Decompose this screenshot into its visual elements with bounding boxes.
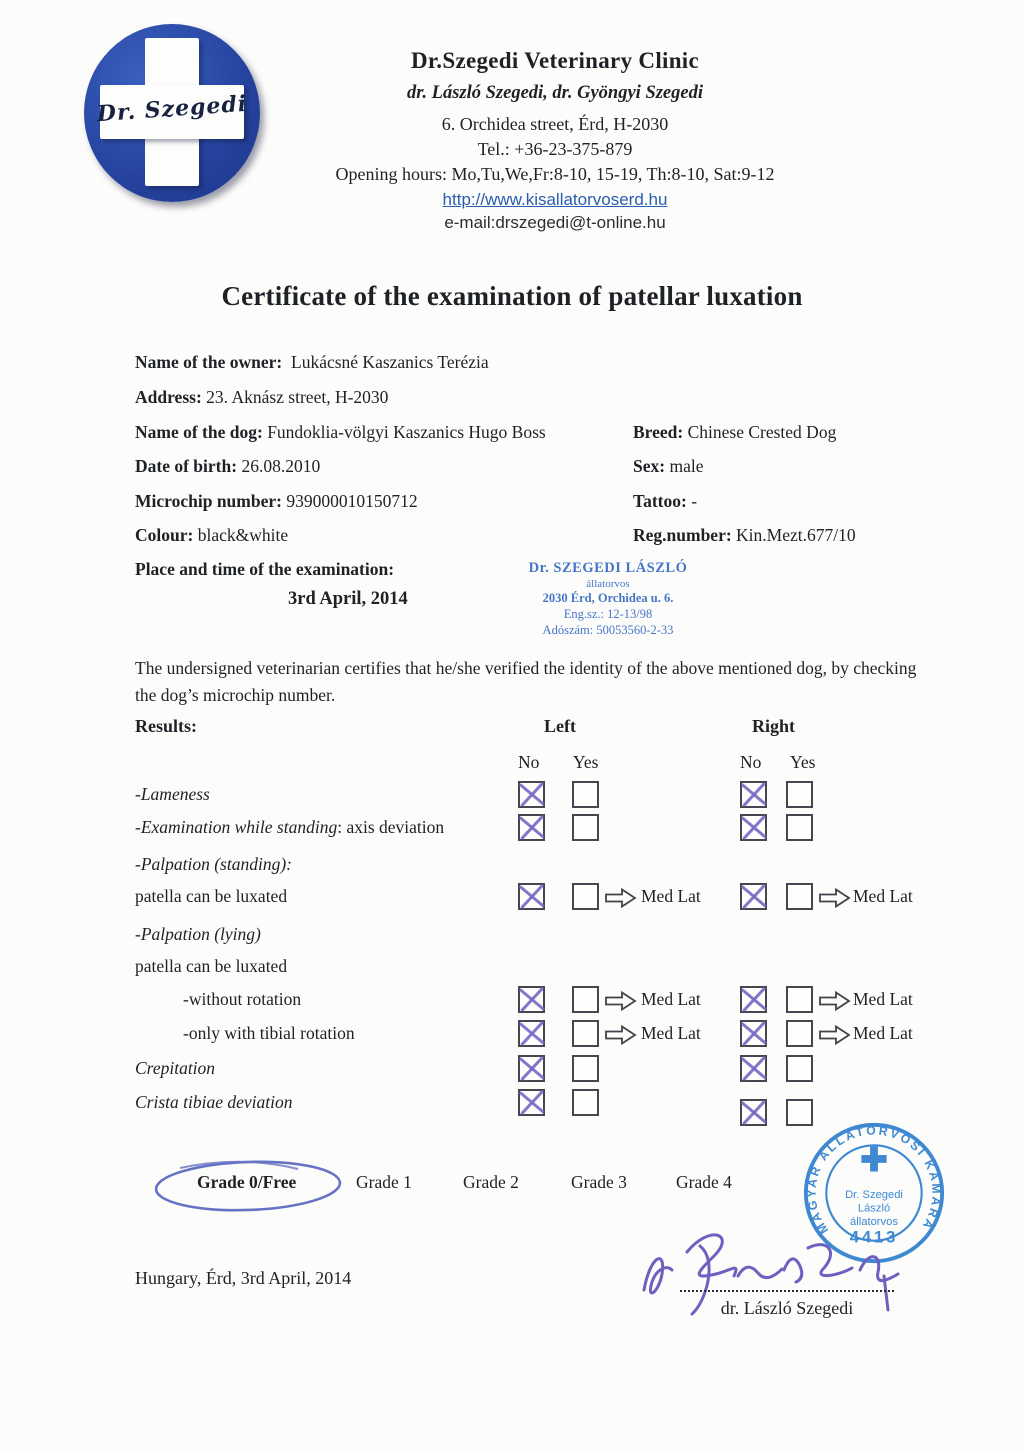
signature-line xyxy=(680,1270,894,1292)
exam-date: 3rd April, 2014 xyxy=(288,589,408,609)
breed-line xyxy=(633,422,836,443)
address-label: Address: xyxy=(135,387,202,407)
owner-value: Lukácsné Kaszanics Terézia xyxy=(291,352,489,372)
breed-value: Chinese Crested Dog xyxy=(687,422,837,442)
clinic-name: Dr.Szegedi Veterinary Clinic xyxy=(411,48,699,73)
dog-name-line xyxy=(135,422,546,443)
stamp-address: 2030 Érd, Orchidea u. 6. xyxy=(542,591,674,605)
stamp-title: állatorvos xyxy=(586,578,630,590)
right-arrow-icon xyxy=(605,888,637,908)
right-arrow-icon xyxy=(819,991,851,1011)
results-heading: Results: xyxy=(135,716,197,736)
tattoo-line xyxy=(633,491,697,512)
row-label-italic: -Examination while standing xyxy=(135,817,338,837)
checkbox-right-no[interactable] xyxy=(740,814,767,841)
opening-hours: Opening hours: Mo,Tu,We,Fr:8-10, 15-19, Th:8-10, Sat:9-12 xyxy=(335,164,775,184)
place-and-date: Hungary, Érd, 3rd April, 2014 xyxy=(135,1268,352,1288)
row-label: -Palpation (lying) xyxy=(135,924,261,944)
website-link[interactable]: http://www.kisallatorvoserd.hu xyxy=(442,190,668,209)
left-column-header: Left xyxy=(544,716,576,736)
reg-number-line xyxy=(633,525,856,546)
tattoo-value: - xyxy=(691,491,698,511)
left-no-header: No xyxy=(518,752,540,772)
checkbox-right-no[interactable] xyxy=(740,883,767,910)
vet-address-stamp xyxy=(508,560,708,638)
checkbox-left-no[interactable] xyxy=(518,781,545,808)
left-yes-header: Yes xyxy=(573,752,599,772)
document-title: Certificate of the examination of patellar luxation xyxy=(221,281,803,311)
row-label: patella can be luxated xyxy=(135,886,288,906)
grade-option-1[interactable]: Grade 1 xyxy=(356,1172,412,1192)
row-label: -Lameness xyxy=(135,784,210,804)
checkbox-left-yes[interactable] xyxy=(572,883,599,910)
row-crepitation xyxy=(135,1055,995,1087)
microchip-line xyxy=(135,491,418,512)
stamp-cross-icon xyxy=(861,1146,886,1171)
email-address: e-mail:drszegedi@t-online.hu xyxy=(444,213,666,232)
medlat-label: Med Lat xyxy=(853,1023,913,1043)
checkbox-right-yes[interactable] xyxy=(786,986,813,1013)
results-table xyxy=(135,781,995,1126)
checkbox-right-no[interactable] xyxy=(740,986,767,1013)
place-time-label: Place and time of the examination: xyxy=(135,559,395,579)
stamp-doctor-name2: László xyxy=(857,1202,891,1215)
checkbox-right-no[interactable] xyxy=(740,1055,767,1082)
row-tibial-rotation xyxy=(135,1020,995,1052)
right-yes-header: Yes xyxy=(790,752,816,772)
microchip-label: Microchip number: xyxy=(135,491,282,511)
stamp-doctor-title: állatorvos xyxy=(850,1216,898,1229)
checkbox-left-no[interactable] xyxy=(518,1020,545,1047)
sex-label: Sex: xyxy=(633,456,666,476)
checkbox-right-no[interactable] xyxy=(740,1099,767,1126)
clinic-address: 6. Orchidea street, Érd, H-2030 xyxy=(441,114,669,134)
owner-label: Name of the owner: xyxy=(135,352,283,372)
row-label xyxy=(135,817,444,838)
address-value: 23. Aknász street, H-2030 xyxy=(206,387,389,407)
colour-value: black&white xyxy=(197,525,289,545)
stamp-taxnumber: Adószám: 50053560-2-33 xyxy=(542,623,674,637)
sex-line xyxy=(633,456,703,477)
checkbox-left-no[interactable] xyxy=(518,883,545,910)
dob-value: 26.08.2010 xyxy=(241,456,321,476)
checkbox-right-yes[interactable] xyxy=(786,781,813,808)
grade-option-3[interactable]: Grade 3 xyxy=(571,1172,627,1192)
stamp-license: Eng.sz.: 12-13/98 xyxy=(563,607,653,621)
grade-option-2[interactable]: Grade 2 xyxy=(463,1172,519,1192)
row-patella-luxated-standing xyxy=(135,883,995,915)
checkbox-right-yes[interactable] xyxy=(786,1055,813,1082)
microchip-value: 939000010150712 xyxy=(286,491,418,511)
letterhead xyxy=(250,48,860,233)
row-label: Crepitation xyxy=(135,1058,216,1078)
grade-option-0[interactable]: Grade 0/Free xyxy=(197,1172,297,1192)
row-label: -only with tibial rotation xyxy=(183,1023,355,1043)
dob-line xyxy=(135,456,320,477)
medlat-label: Med Lat xyxy=(641,886,701,906)
row-without-rotation xyxy=(135,986,995,1018)
checkbox-right-yes[interactable] xyxy=(786,883,813,910)
right-arrow-icon xyxy=(819,888,851,908)
right-arrow-icon xyxy=(605,1025,637,1045)
right-arrow-icon xyxy=(605,991,637,1011)
clinic-logo xyxy=(84,24,260,202)
colour-label: Colour: xyxy=(135,525,194,545)
checkbox-right-no[interactable] xyxy=(740,781,767,808)
row-label: patella can be luxated xyxy=(135,956,288,976)
row-label: -Palpation (standing): xyxy=(135,854,292,874)
certification-text: The undersigned veterinarian certifies that he/she verified the identity of the above mentioned dog, by checking the dog’s microchip number. xyxy=(135,658,917,706)
row-patella-luxated-lying xyxy=(135,953,995,985)
checkbox-left-yes[interactable] xyxy=(572,814,599,841)
checkbox-left-yes[interactable] xyxy=(572,1055,599,1082)
stamp-doctor-name1: Dr. Szegedi xyxy=(845,1188,903,1201)
breed-label: Breed: xyxy=(633,422,684,442)
reg-number-label: Reg.number: xyxy=(633,525,732,545)
row-crista-tibiae xyxy=(135,1089,995,1121)
right-column-header: Right xyxy=(752,716,796,736)
checkbox-right-yes[interactable] xyxy=(786,814,813,841)
sex-value: male xyxy=(669,456,704,476)
row-palpation-lying xyxy=(135,921,995,953)
stamp-number: 4413 xyxy=(849,1227,899,1247)
row-axis-deviation xyxy=(135,814,995,846)
owner-line xyxy=(135,352,489,373)
dog-name-value: Fundoklia-völgyi Kaszanics Hugo Boss xyxy=(267,422,546,442)
stamp-ring-text: MAGYAR ÁLLATORVOSI KAMARA xyxy=(804,1123,944,1237)
right-no-header: No xyxy=(740,752,762,772)
dob-label: Date of birth: xyxy=(135,456,238,476)
stamp-name: Dr. SZEGEDI LÁSZLÓ xyxy=(528,560,688,576)
signatory-name: dr. László Szegedi xyxy=(720,1298,854,1318)
row-label: Crista tibiae deviation xyxy=(135,1092,293,1112)
checkbox-right-no[interactable] xyxy=(740,1020,767,1047)
checkbox-left-yes[interactable] xyxy=(572,1020,599,1047)
row-label: -without rotation xyxy=(183,989,302,1009)
logo-text: Dr. Szegedi xyxy=(96,90,248,128)
checkbox-left-no[interactable] xyxy=(518,1089,545,1116)
right-arrow-icon xyxy=(819,1025,851,1045)
checkbox-left-no[interactable] xyxy=(518,1055,545,1082)
row-label-suffix: : axis deviation xyxy=(337,817,445,837)
checkbox-left-yes[interactable] xyxy=(572,986,599,1013)
tattoo-label: Tattoo: xyxy=(633,491,687,511)
doctors-names: dr. László Szegedi, dr. Gyöngyi Szegedi xyxy=(406,83,703,103)
checkbox-right-yes[interactable] xyxy=(786,1020,813,1047)
reg-number-value: Kin.Mezt.677/10 xyxy=(736,525,856,545)
checkbox-left-yes[interactable] xyxy=(572,781,599,808)
medlat-label: Med Lat xyxy=(853,989,913,1009)
medlat-label: Med Lat xyxy=(853,886,913,906)
dog-name-label: Name of the dog: xyxy=(135,422,263,442)
row-palpation-standing xyxy=(135,851,995,883)
medlat-label: Med Lat xyxy=(641,1023,701,1043)
checkbox-left-yes[interactable] xyxy=(572,1089,599,1116)
checkbox-left-no[interactable] xyxy=(518,986,545,1013)
address-line xyxy=(135,387,388,408)
medlat-label: Med Lat xyxy=(641,989,701,1009)
grade-option-4[interactable]: Grade 4 xyxy=(676,1172,732,1192)
colour-line xyxy=(135,525,288,546)
checkbox-left-no[interactable] xyxy=(518,814,545,841)
clinic-phone: Tel.: +36-23-375-879 xyxy=(477,139,633,159)
row-lameness xyxy=(135,781,995,813)
